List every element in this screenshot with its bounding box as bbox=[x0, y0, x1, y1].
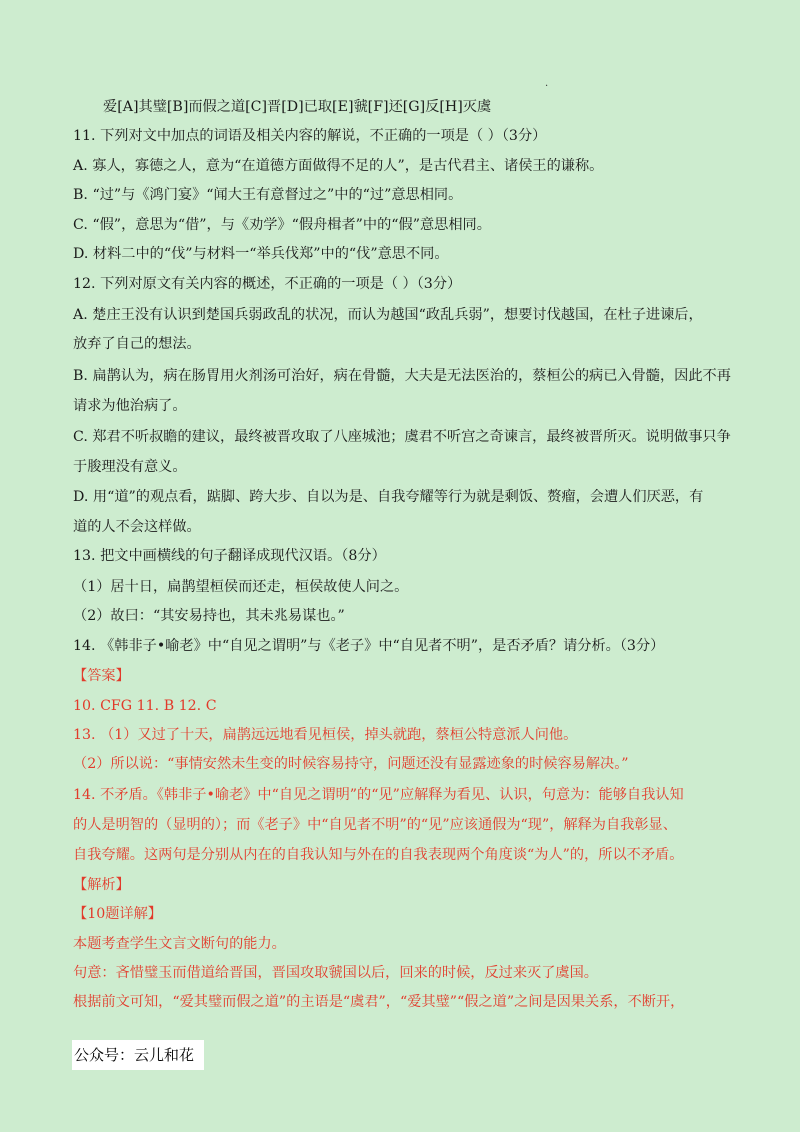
question-11: 11. 下列对文中加点的词语及相关内容的解说，不正确的一项是（ ）（3分） bbox=[73, 128, 547, 144]
analysis-line: 根据前文可知，“爱其璧而假之道”的主语是“虞君”，“爱其璧”“假之道”之间是因果关系，不断开， bbox=[73, 994, 685, 1010]
option-line: 道的人不会这样做。 bbox=[73, 519, 201, 535]
answer-line: 自我夸耀。这两句是分别从内在的自我认知与外在的自我表现两个角度谈“为人”的，所以不矛盾。 bbox=[73, 847, 684, 863]
option-line: A. 楚庄王没有认识到楚国兵弱政乱的状况，而认为越国“政乱兵弱”，想要讨伐越国，在杜子进谏后， bbox=[73, 307, 703, 323]
answer-line: （2）所以说：“事情安然未生变的时候容易持守，问题还没有显露迹象的时候容易解决。” bbox=[73, 756, 629, 772]
option-line: B. 扁鹊认为，病在肠胃用火剂汤可治好，病在骨髓，大夫是无法医治的，蔡桓公的病已入骨髓，因此不再 bbox=[73, 368, 731, 384]
option-line: D. 用“道”的观点看，踮脚、跨大步、自以为是、自我夸耀等行为就是剩饭、赘瘤，会遭人们厌恶，有 bbox=[73, 489, 704, 505]
answer-heading: 【答案】 bbox=[73, 668, 130, 684]
analysis-line: 本题考查学生文言文断句的能力。 bbox=[73, 936, 286, 952]
option-line: 放弃了自己的想法。 bbox=[73, 336, 201, 352]
option-line: C. “假”，意思为“借”，与《劝学》“假舟楫者”中的“假”意思相同。 bbox=[73, 217, 491, 233]
answer-line: 13. （1）又过了十天，扁鹊远远地看见桓侯，掉头就跑，蔡桓公特意派人问他。 bbox=[73, 727, 578, 743]
analysis-heading: 【解析】 bbox=[73, 877, 130, 893]
question-12: 12. 下列对原文有关内容的概述，不正确的一项是（ ）（3分） bbox=[73, 276, 462, 292]
option-line: B. “过”与《鸿门宴》“闻大王有意督过之”中的“过”意思相同。 bbox=[73, 187, 463, 203]
sentence-line: （1）居十日，扁鹊望桓侯而还走，桓侯故使人问之。 bbox=[73, 579, 409, 595]
option-line: 请求为他治病了。 bbox=[73, 398, 187, 414]
text-line: 爱[A]其璧[B]而假之道[C]晋[D]已取[E]虢[F]还[G]反[H]灭虞 bbox=[103, 99, 492, 115]
answer-line: 14. 不矛盾。《韩非子•喻老》中“自见之谓明”的“见”应解释为看见、认识，句意为：能够自我认知 bbox=[73, 787, 684, 803]
answer-line: 10. CFG 11. B 12. C bbox=[73, 698, 217, 714]
answer-line: 的人是明智的（显明的）；而《老子》中“自见者不明”的“见”应该通假为“现”，解释为自我彰显、 bbox=[73, 817, 677, 833]
footer-label: 公众号：云儿和花 bbox=[72, 1040, 204, 1070]
analysis-line: 句意：吝惜璧玉而借道给晋国，晋国攻取虢国以后，回来的时候，反过来灭了虞国。 bbox=[73, 965, 598, 981]
question-14: 14. 《韩非子•喻老》中“自见之谓明”与《老子》中“自见者不明”，是否矛盾？请分析。（3分） bbox=[73, 638, 665, 654]
analysis-subheading: 【10题详解】 bbox=[73, 906, 162, 922]
top-mark: . bbox=[545, 78, 549, 89]
question-13: 13. 把文中画横线的句子翻译成现代汉语。（8分） bbox=[73, 548, 386, 564]
sentence-line: （2）故曰：“其安易持也，其未兆易谋也。” bbox=[73, 608, 345, 624]
option-line: A. 寡人，寡德之人，意为“在道德方面做得不足的人”，是古代君主、诸侯王的谦称。 bbox=[73, 158, 604, 174]
option-line: C. 郑君不听叔瞻的建议，最终被晋攻取了八座城池；虞君不听宫之奇谏言，最终被晋所灭。说明做事只争 bbox=[73, 429, 731, 445]
option-line: D. 材料二中的“伐”与材料一“举兵伐郑”中的“伐”意思不同。 bbox=[73, 246, 449, 262]
option-line: 于朘理没有意义。 bbox=[73, 459, 187, 475]
